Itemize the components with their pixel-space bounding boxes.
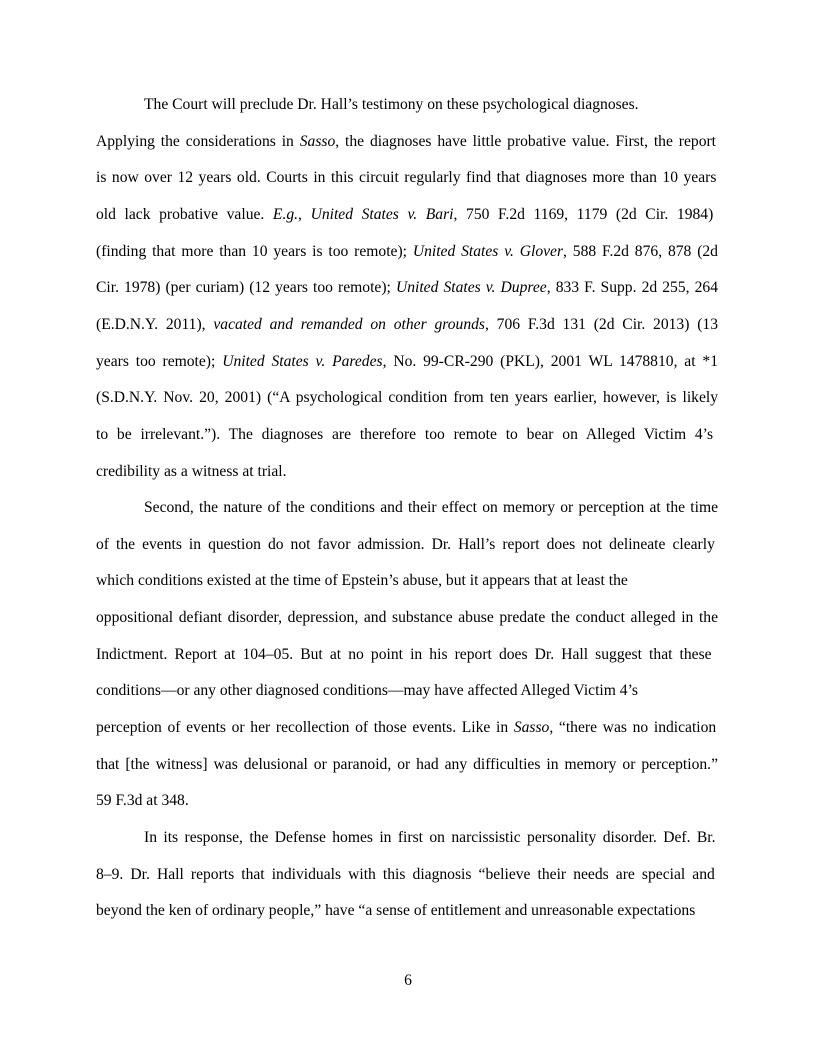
text-line bbox=[96, 792, 189, 810]
italic-citation: United States v. Glover bbox=[412, 243, 564, 260]
text-run: (finding that more than 10 years is too remote); bbox=[96, 243, 413, 260]
italic-citation: vacated and remanded on other grounds bbox=[213, 316, 485, 333]
text-run: Indictment. Report at 104–05. But at no point in his report does Dr. Hall suggest that these bbox=[96, 646, 712, 663]
text-line bbox=[144, 96, 639, 114]
text-line bbox=[96, 866, 715, 884]
text-run: perception of events or her recollection of those events. Like in bbox=[96, 719, 514, 736]
text-line bbox=[96, 719, 716, 737]
text-line bbox=[96, 426, 713, 444]
text-line bbox=[96, 279, 718, 297]
text-line bbox=[96, 316, 718, 334]
text-run: Applying the considerations in bbox=[96, 133, 300, 150]
italic-citation: United States v. Paredes bbox=[222, 353, 383, 370]
text-line bbox=[96, 609, 718, 627]
text-line bbox=[96, 353, 718, 371]
text-line bbox=[96, 243, 718, 261]
text-line bbox=[96, 169, 716, 187]
text-run: , No. 99-CR-290 (PKL), 2001 WL 1478810, at *1 bbox=[382, 353, 718, 370]
text-line bbox=[144, 499, 718, 517]
text-run: In its response, the Defense homes in first on narcissistic personality disorder. Def. Br. bbox=[144, 829, 716, 846]
text-run: , 588 F.2d 876, 878 (2d bbox=[563, 243, 718, 260]
text-run: (S.D.N.Y. Nov. 20, 2001) (“A psychological condition from ten years earlier, however, is likely bbox=[96, 389, 718, 406]
text-line bbox=[96, 902, 695, 920]
italic-citation: United States v. Bari bbox=[310, 206, 454, 223]
text-line bbox=[96, 682, 638, 700]
text-run: credibility as a witness at trial. bbox=[96, 463, 287, 480]
text-run: Cir. 1978) (per curiam) (12 years too remote); bbox=[96, 279, 396, 296]
text-run: The Court will preclude Dr. Hall’s testimony on these psychological diagnoses. bbox=[144, 96, 639, 113]
text-run: old lack probative value. bbox=[96, 206, 273, 223]
text-run: years too remote); bbox=[96, 353, 223, 370]
text-line bbox=[96, 463, 287, 481]
text-line bbox=[96, 572, 628, 590]
text-run: conditions—or any other diagnosed conditions—may have affected Alleged Victim 4’s bbox=[96, 682, 638, 699]
text-run: Second, the nature of the conditions and their effect on memory or perception at the time bbox=[144, 499, 718, 516]
page-number: 6 bbox=[404, 972, 412, 989]
text-line bbox=[96, 133, 716, 151]
text-run: , “there was no indication bbox=[549, 719, 717, 736]
text-line bbox=[96, 389, 718, 407]
text-run: oppositional defiant disorder, depression, and substance abuse predate the conduct alleged in the bbox=[96, 609, 718, 626]
italic-citation: United States v. Dupree bbox=[395, 279, 547, 296]
text-run: 8–9. Dr. Hall reports that individuals with this diagnosis “believe their needs are special and bbox=[96, 866, 715, 883]
text-run: which conditions existed at the time of Epstein’s abuse, but it appears that at least the bbox=[96, 572, 628, 589]
text-run: , 833 F. Supp. 2d 255, 264 bbox=[546, 279, 718, 296]
text-run: , the diagnoses have little probative value. First, the report bbox=[335, 133, 717, 150]
text-line bbox=[96, 536, 715, 554]
text-run: to be irrelevant.”). The diagnoses are therefore too remote to bear on Alleged Victim 4’s bbox=[96, 426, 714, 443]
text-line bbox=[96, 206, 713, 224]
text-line bbox=[96, 646, 712, 664]
text-run: 59 F.3d at 348. bbox=[96, 792, 189, 809]
text-run: (E.D.N.Y. 2011), bbox=[96, 316, 214, 333]
text-run: that [the witness] was delusional or paranoid, or had any difficulties in memory or perception.” bbox=[96, 756, 718, 773]
text-run: of the events in question do not favor admission. Dr. Hall’s report does not delineate clearly bbox=[96, 536, 715, 553]
text-run: , bbox=[298, 206, 311, 223]
text-line bbox=[144, 829, 716, 847]
text-run: , 750 F.2d 1169, 1179 (2d Cir. 1984) bbox=[453, 206, 714, 223]
italic-citation: Sasso bbox=[513, 719, 550, 736]
text-run: is now over 12 years old. Courts in this circuit regularly find that diagnoses more than 10 years bbox=[96, 169, 717, 186]
text-run: beyond the ken of ordinary people,” have “a sense of entitlement and unreasonable expectations bbox=[96, 902, 696, 919]
italic-citation: Sasso bbox=[299, 133, 336, 150]
text-run: , 706 F.3d 131 (2d Cir. 2013) (13 bbox=[485, 316, 718, 333]
text-line bbox=[96, 756, 718, 774]
italic-citation: E.g. bbox=[272, 206, 299, 223]
